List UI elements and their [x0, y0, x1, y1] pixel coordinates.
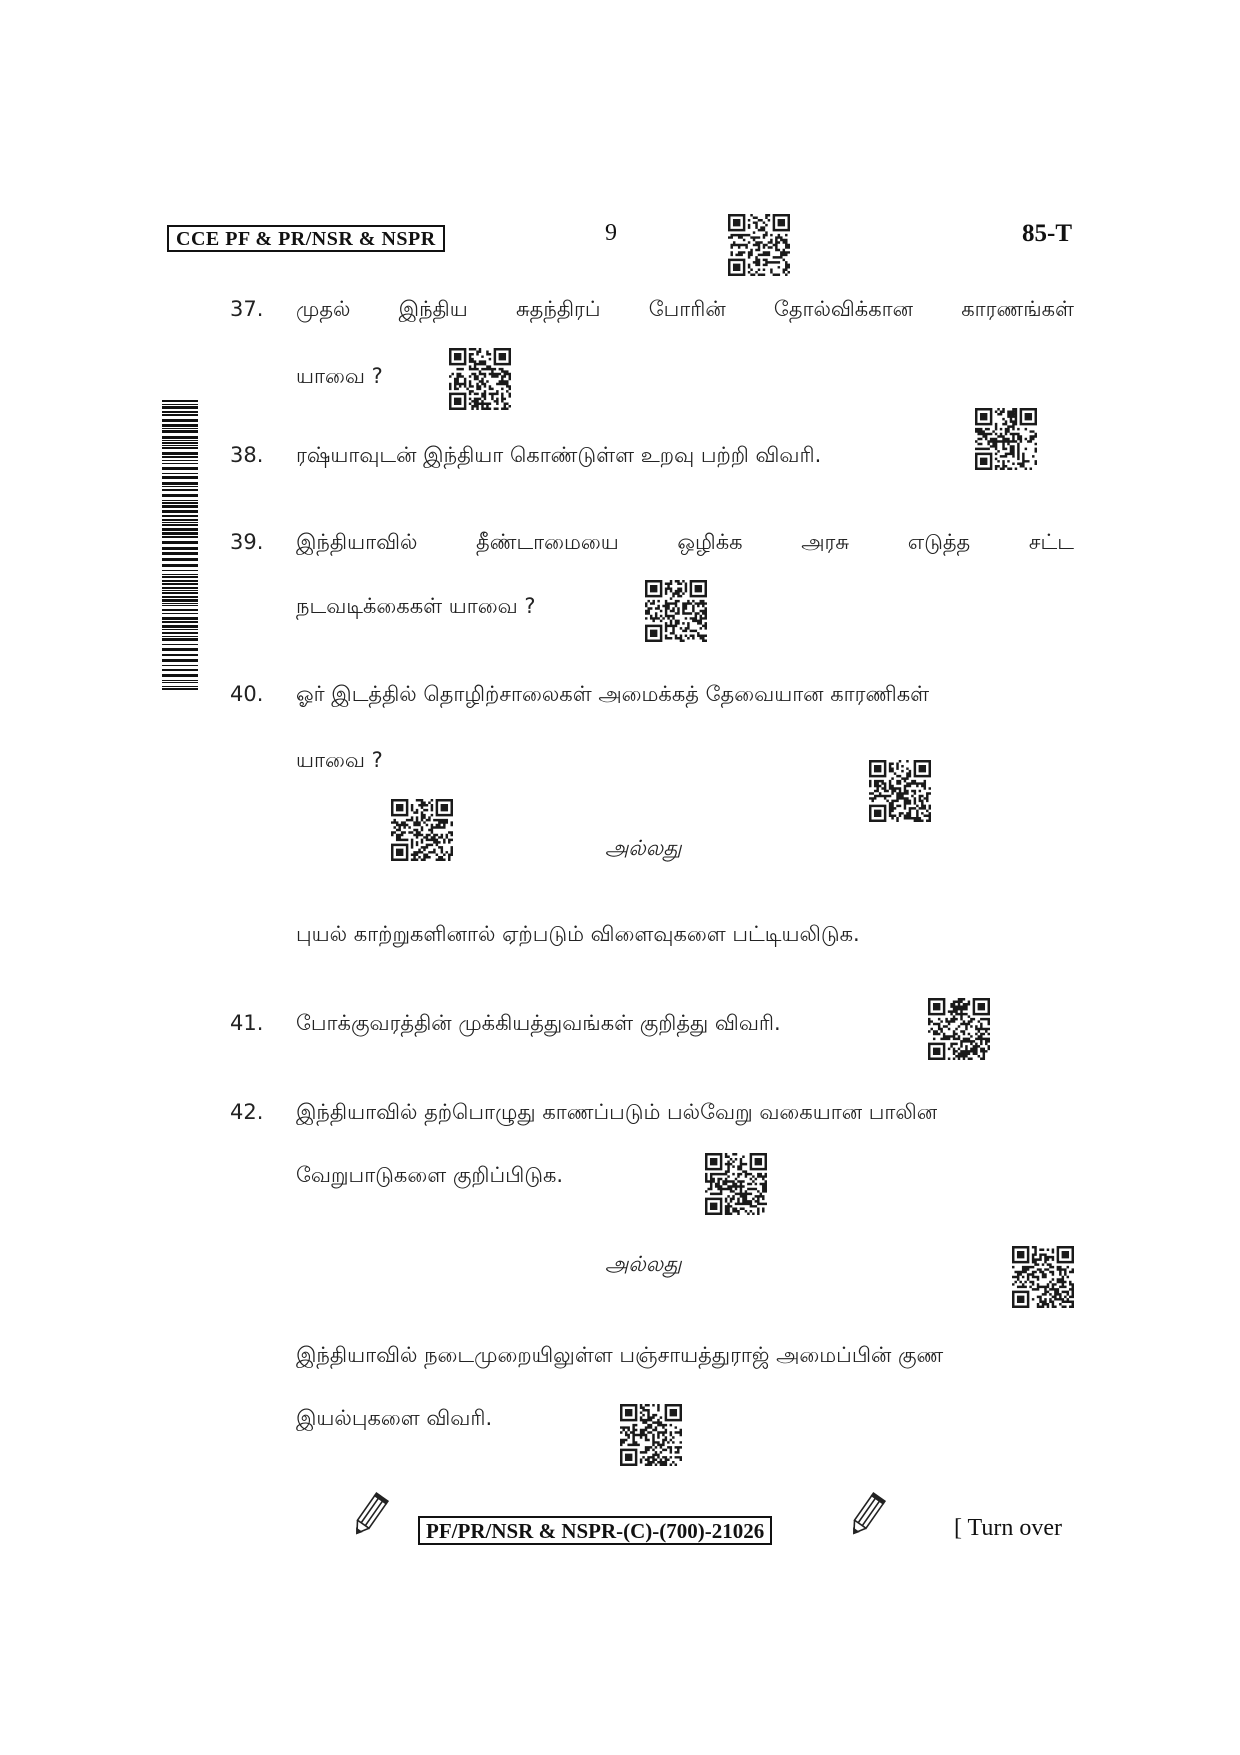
qr-code-icon — [1012, 1246, 1074, 1308]
question-40-line-2: யாவை ? — [296, 748, 383, 772]
question-number: 38. — [230, 443, 264, 467]
qr-code-icon — [975, 408, 1037, 470]
question-39-line-1 — [296, 530, 1074, 557]
word: இந்திய — [398, 297, 468, 321]
question-39-line-2: நடவடிக்கைகள் யாவை ? — [296, 594, 536, 618]
or-separator: அல்லது — [605, 1252, 682, 1276]
qr-code-icon — [645, 580, 707, 642]
question-42-alternative-line-2: இயல்புகளை விவரி. — [296, 1406, 493, 1430]
page-number: 9 — [605, 220, 617, 246]
question-number: 40. — [230, 682, 264, 706]
question-42-alternative-line-1: இந்தியாவில் நடைமுறையிலுள்ள பஞ்சாயத்துராஜ் அமைப்பின் குண — [296, 1343, 944, 1367]
barcode-icon — [162, 400, 198, 693]
question-number: 37. — [230, 297, 264, 321]
word: எடுத்த — [907, 530, 971, 554]
qr-code-icon — [620, 1404, 682, 1466]
question-number: 41. — [230, 1011, 264, 1035]
question-42-line-2: வேறுபாடுகளை குறிப்பிடுக. — [296, 1163, 564, 1187]
turn-over-text: [ Turn over — [954, 1515, 1063, 1541]
question-40-alternative: புயல் காற்றுகளினால் ஏற்படும் விளைவுகளை பட்டியலிடுக. — [296, 922, 860, 946]
paper-code: 85-T — [1022, 220, 1072, 247]
word: போரின் — [648, 297, 726, 321]
qr-code-icon — [391, 799, 453, 861]
word: தோல்விக்கான — [773, 297, 914, 321]
qr-code-icon — [928, 998, 990, 1060]
pencil-icon — [345, 1492, 393, 1540]
question-37-line-2: யாவை ? — [296, 364, 383, 388]
question-38-text: ரஷ்யாவுடன் இந்தியா கொண்டுள்ள உறவு பற்றி விவரி. — [296, 443, 822, 467]
word: அரசு — [801, 530, 850, 554]
header-code-box: CCE PF & PR/NSR & NSPR — [167, 225, 445, 252]
question-37-line-1 — [296, 297, 1074, 324]
question-42-line-1: இந்தியாவில் தற்பொழுது காணப்படும் பல்வேறு வகையான பாலின — [296, 1100, 938, 1124]
word: இந்தியாவில் — [296, 530, 418, 554]
word: காரணங்கள் — [961, 297, 1074, 321]
qr-code-icon — [705, 1153, 767, 1215]
word: சுதந்திரப் — [515, 297, 601, 321]
question-41-text: போக்குவரத்தின் முக்கியத்துவங்கள் குறித்து விவரி. — [296, 1011, 781, 1035]
word: தீண்டாமையை — [476, 530, 619, 554]
footer-code-box: PF/PR/NSR & NSPR-(C)-(700)-21026 — [418, 1516, 772, 1545]
pencil-icon — [842, 1492, 890, 1540]
question-number: 39. — [230, 530, 264, 554]
word: முதல் — [296, 297, 351, 321]
question-number: 42. — [230, 1100, 264, 1124]
qr-code-icon — [728, 214, 790, 276]
word: ஒழிக்க — [677, 530, 743, 554]
word: சட்ட — [1028, 530, 1074, 554]
qr-code-icon — [449, 348, 511, 410]
qr-code-icon — [869, 760, 931, 822]
question-40-line-1: ஓர் இடத்தில் தொழிற்சாலைகள் அமைக்கத் தேவையான காரணிகள் — [296, 682, 930, 706]
or-separator: அல்லது — [605, 836, 682, 860]
